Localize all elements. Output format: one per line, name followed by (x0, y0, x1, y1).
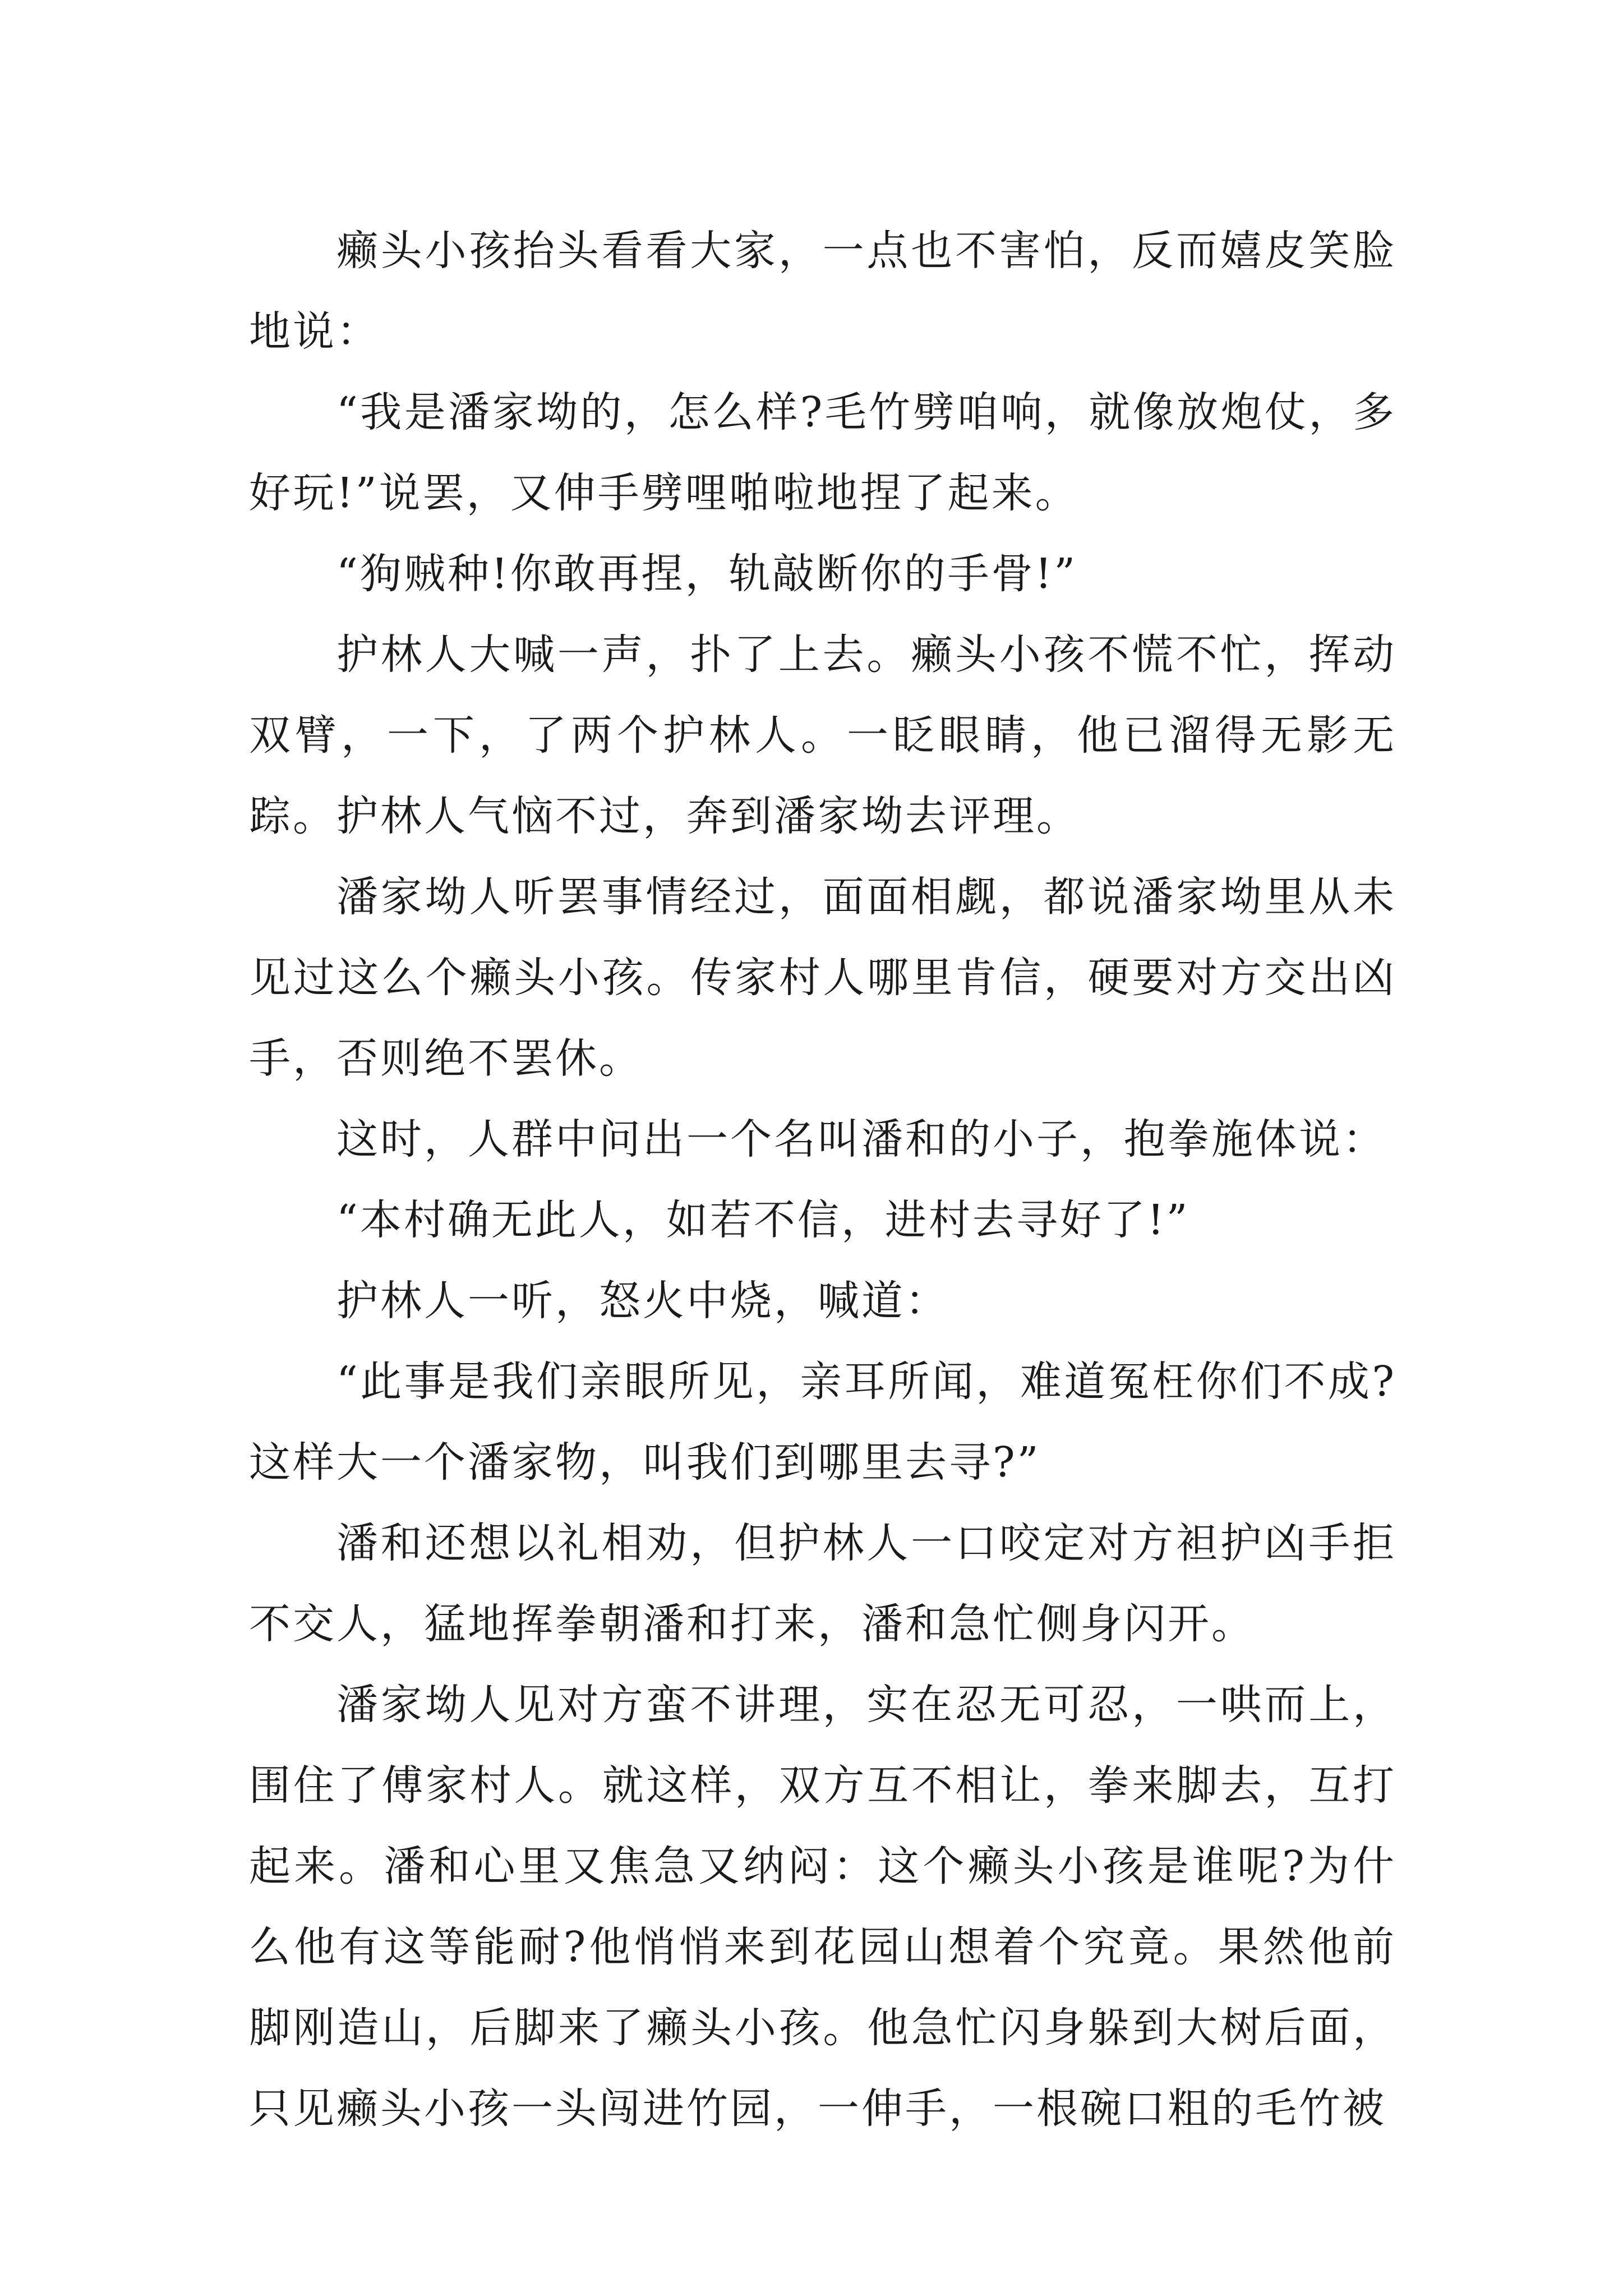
paragraph-4: 护林人大喊一声，扑了上去。癞头小孩不慌不忙，挥动双臂，一下，了两个护林人。一眨眼睛，他已溜得无影无踪。护林人气恼不过，奔到潘家坳去评理。 (249, 631, 1396, 840)
paragraph-7: “本村确无此人，如若不信，进村去寻好了!” (336, 1196, 1190, 1244)
paragraph-2: “我是潘家坳的，怎么样?毛竹劈咱响，就像放炮仗，多好玩!”说罢，又伸手劈哩啪啦地捏了起来。 (249, 388, 1396, 517)
paragraph-1: 癞头小孩抬头看看大家，一点也不害怕，反而嬉皮笑脸地说： (249, 227, 1396, 356)
paragraph-9: “此事是我们亲眼所见，亲耳所闻，难道冤枉你们不成?这样大一个潘家物，叫我们到哪里去寻?” (249, 1358, 1396, 1487)
paragraph-11: 潘家坳人见对方蛮不讲理，实在忍无可忍，一哄而上，围住了傅家村人。就这样，双方互不相让，拳来脚去，互打起来。潘和心里又焦急又纳闷：这个癞头小孩是谁呢?为什么他有这等能耐?他悄悄来到花园山想着个究竟。果然他前脚刚造山，后脚来了癞头小孩。他急忙闪身躲到大树后面，只见癞头小孩一头闯进竹园，一伸手，一根碗口粗的毛竹被 (249, 1681, 1396, 2133)
paragraph-10: 潘和还想以礼相劝，但护林人一口咬定对方袒护凶手拒不交人，猛地挥拳朝潘和打来，潘和急忙侧身闪开。 (249, 1519, 1396, 1648)
paragraph-3: “狗贼种!你敢再捏，轨敲断你的手骨!” (336, 550, 1078, 598)
paragraph-6: 这时，人群中问出一个名叫潘和的小子，抱拳施体说： (336, 1115, 1386, 1163)
story-text (249, 210, 1396, 2149)
paragraph-5: 潘家坳人听罢事情经过，面面相觑，都说潘家坳里从未见过这么个癞头小孩。传家村人哪里肯信，硬要对方交出凶手，否则绝不罢休。 (249, 873, 1396, 1083)
paragraph-8: 护林人一听，怒火中烧，喊道： (336, 1277, 949, 1325)
